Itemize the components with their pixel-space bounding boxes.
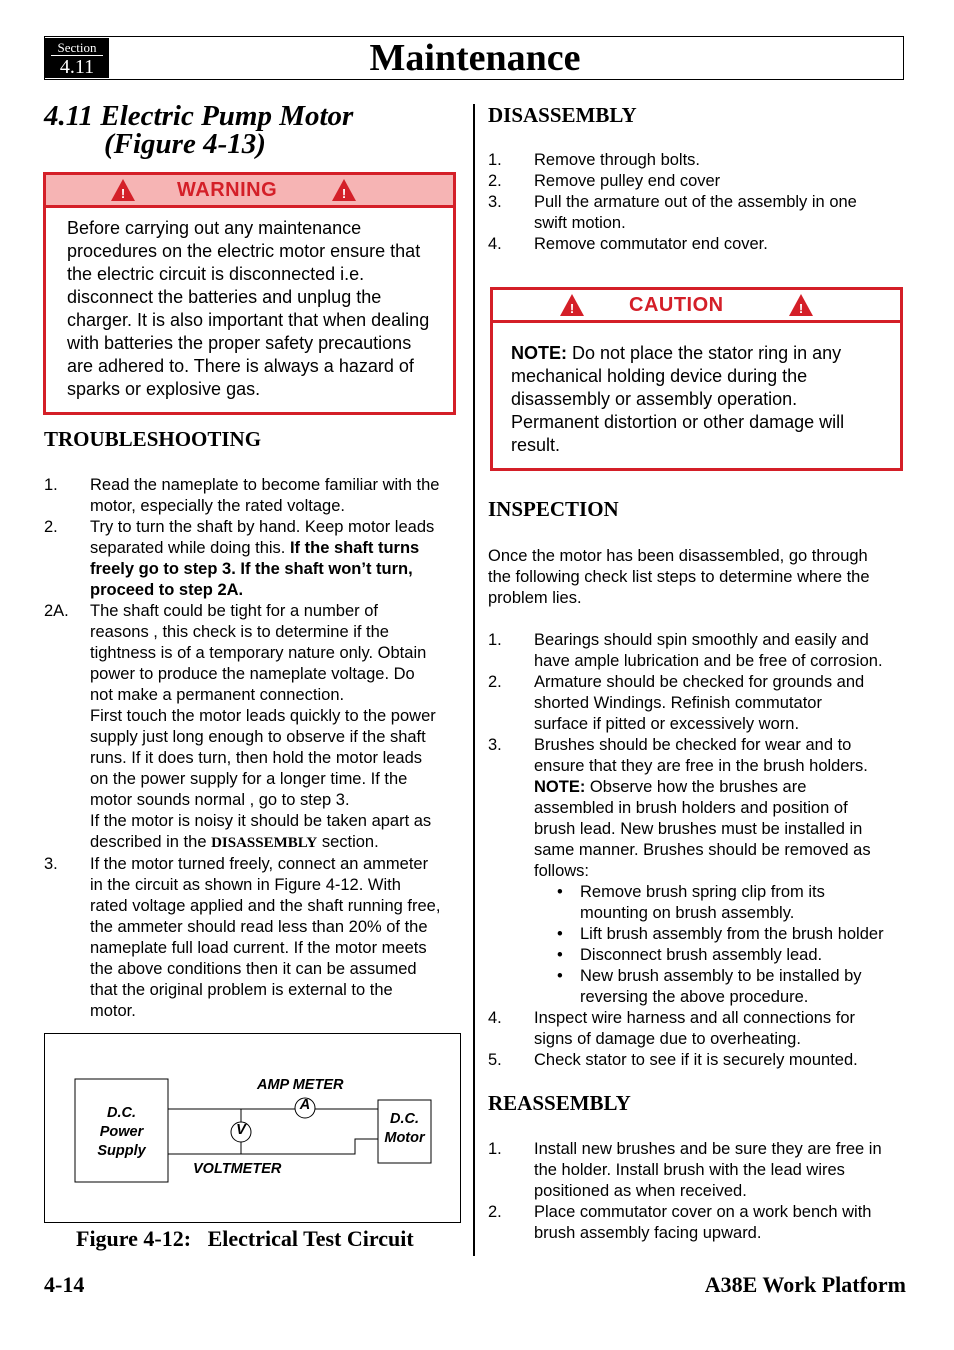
product-name: A38E Work Platform (704, 1272, 906, 1297)
list-item (488, 630, 908, 672)
item-line: Place commutator cover on a work bench with (534, 1203, 872, 1221)
warning-line: are adhered to. There is always a hazard of (67, 356, 414, 376)
list-item (488, 672, 908, 735)
item-number: 4. (488, 1009, 502, 1027)
item-number: 3. (488, 736, 502, 754)
troubleshooting-list (44, 475, 464, 1022)
bullet-icon: • (557, 946, 563, 964)
section-heading-line1: 4.11 Electric Pump Motor (44, 100, 354, 132)
power-supply-line: D.C. (107, 1105, 136, 1121)
item-line: swift motion. (534, 214, 626, 232)
item-text: Observe how the brushes are (585, 778, 807, 796)
voltmeter-symbol: V (236, 1122, 246, 1138)
item-number: 5. (488, 1051, 502, 1069)
intro-line: Once the motor has been disassembled, go through (488, 547, 868, 565)
item-line: follows: (534, 862, 590, 880)
item-bold-text: If the shaft turns (289, 539, 420, 557)
amp-meter-symbol: A (299, 1097, 311, 1113)
caution-line (511, 342, 844, 365)
bullet-item (534, 924, 908, 945)
page-title: Maintenance (369, 37, 581, 79)
item-number: 1. (488, 1140, 502, 1158)
reassembly-heading: REASSEMBLY (488, 1091, 631, 1115)
section-heading-line2: (Figure 4-13) (104, 128, 266, 160)
item-line: Try to turn the shaft by hand. Keep motor leads (90, 518, 435, 536)
column-divider (473, 104, 475, 1256)
bullet-icon: • (557, 967, 563, 985)
item-line: Remove through bolts. (534, 151, 701, 169)
item-line: runs. If it does turn, then hold the motor leads (90, 749, 423, 767)
warning-line: charger. It is also important that when dealing (67, 310, 430, 330)
list-item (44, 854, 464, 1022)
intro-line: problem lies. (488, 589, 582, 607)
item-line: If the motor turned freely, connect an ammeter (90, 855, 429, 873)
item-text: described in the (90, 833, 212, 851)
voltmeter-label: VOLTMETER (193, 1161, 282, 1177)
warning-triangle-icon (559, 293, 585, 317)
item-line: motor sounds normal , go to step 3. (90, 791, 350, 809)
item-line: Armature should be checked for grounds and (534, 673, 865, 691)
warning-line: with batteries the proper safety precautions (67, 333, 412, 353)
bullet-item (534, 945, 908, 966)
motor-line: D.C. (390, 1111, 419, 1127)
list-item (44, 601, 464, 854)
item-line: brush lead. New brushes must be installed in (534, 820, 863, 838)
warning-line: procedures on the electric motor ensure that (67, 241, 421, 261)
inspection-heading: INSPECTION (488, 497, 619, 521)
item-line: have ample lubrication and be free of corrosion. (534, 652, 883, 670)
bullet-line: Lift brush assembly from the brush holder (580, 925, 884, 943)
item-line: the above conditions then it can be assumed (90, 960, 417, 978)
page-number: 4-14 (44, 1272, 85, 1297)
figure-caption: Figure 4-12: Electrical Test Circuit (76, 1226, 414, 1251)
power-supply-line: Power (99, 1124, 144, 1140)
item-number: 1. (44, 476, 58, 494)
bullet-icon: • (557, 883, 563, 901)
section-number: 4.11 (51, 55, 103, 78)
bullet-line: reversing the above procedure. (580, 988, 809, 1006)
caution-line-text: Do not place the stator ring in any (567, 343, 842, 363)
caution-line: result. (511, 435, 561, 455)
item-text: section. (317, 833, 379, 851)
svg-text:!: ! (120, 186, 126, 201)
warning-triangle-icon (331, 178, 357, 202)
caution-line: mechanical holding device during the (511, 366, 808, 386)
item-text: separated while doing this. (90, 539, 290, 557)
item-number: 2A. (44, 602, 69, 620)
item-line: Remove pulley end cover (534, 172, 721, 190)
item-line: in the circuit as shown in Figure 4-12. With (90, 876, 401, 894)
item-line: the ammeter should read less than 20% of the (90, 918, 428, 936)
caution-box (490, 287, 903, 471)
list-item (488, 1008, 908, 1050)
item-line: The shaft could be tight for a number of (90, 602, 379, 620)
item-line: same manner. Brushes should be removed as (534, 841, 871, 859)
item-line: Read the nameplate to become familiar with the (90, 476, 440, 494)
section-reference: DISASSEMBLY (211, 835, 318, 851)
item-line: Pull the armature out of the assembly in one (534, 193, 857, 211)
item-line: First touch the motor leads quickly to the power (90, 707, 436, 725)
item-number: 2. (44, 518, 58, 536)
item-line: Brushes should be checked for wear and to (534, 736, 852, 754)
note-label: NOTE: (534, 778, 586, 796)
item-line: not make a permanent connection. (90, 686, 345, 704)
warning-label: WARNING (177, 179, 278, 201)
troubleshooting-heading: TROUBLESHOOTING (44, 427, 262, 451)
item-line: Remove commutator end cover. (534, 235, 768, 253)
list-item (488, 234, 908, 255)
item-line (90, 538, 464, 559)
bullet-icon: • (557, 925, 563, 943)
caution-text (511, 342, 844, 457)
list-item (488, 171, 908, 192)
item-line: If the motor is noisy it should be taken apart as (90, 812, 432, 830)
item-line: ensure that they are free in the brush holders. (534, 757, 868, 775)
motor-line: Motor (384, 1130, 425, 1146)
list-item (44, 475, 464, 517)
item-number: 2. (488, 1203, 502, 1221)
item-line: the holder. Install brush with the lead wires (534, 1161, 845, 1179)
item-number: 2. (488, 172, 502, 190)
item-number: 3. (488, 193, 502, 211)
item-line: signs of damage due to overheating. (534, 1030, 801, 1048)
list-item (488, 1139, 908, 1202)
item-line: rated voltage applied and the shaft running free, (90, 897, 441, 915)
item-number: 1. (488, 151, 502, 169)
caution-label: CAUTION (629, 294, 724, 316)
list-item (488, 150, 908, 171)
disassembly-heading: DISASSEMBLY (488, 103, 637, 127)
item-number: 4. (488, 235, 502, 253)
list-item (488, 1202, 908, 1244)
inspection-intro (488, 546, 908, 609)
circuit-diagram (44, 1033, 461, 1223)
caution-line: disassembly or assembly operation. (511, 389, 798, 409)
item-bold-line: freely go to step 3. If the shaft won’t turn, (90, 560, 413, 578)
section-badge (45, 38, 109, 78)
item-line: reasons , this check is to determine if the (90, 623, 389, 641)
item-line: on the power supply for a longer time. If the (90, 770, 408, 788)
warning-line: the electric circuit is disconnected i.e. (67, 264, 365, 284)
list-item (488, 735, 908, 1008)
reassembly-list (488, 1139, 908, 1244)
item-number: 2. (488, 673, 502, 691)
motor-label (378, 1110, 431, 1148)
item-line: assembled in brush holders and position of (534, 799, 848, 817)
item-line: motor, especially the rated voltage. (90, 497, 345, 515)
section-word: Section (57, 40, 97, 55)
bullet-item (534, 966, 908, 1008)
warning-triangle-icon (110, 178, 136, 202)
list-item (488, 1050, 908, 1071)
item-line (90, 832, 464, 854)
amp-meter-label: AMP METER (257, 1077, 344, 1093)
caution-line: Permanent distortion or other damage will (511, 412, 845, 432)
item-bold-line: proceed to step 2A. (90, 581, 244, 599)
disassembly-list (488, 150, 908, 255)
power-supply-label (75, 1104, 168, 1161)
warning-line: sparks or explosive gas. (67, 379, 261, 399)
svg-text:!: ! (341, 186, 347, 201)
warning-line: disconnect the batteries and unplug the (67, 287, 382, 307)
item-line: Check stator to see if it is securely mounted. (534, 1051, 858, 1069)
item-number: 3. (44, 855, 58, 873)
item-line: tightness is of a temporary nature only. Obtain (90, 644, 427, 662)
caution-bar (493, 290, 900, 323)
warning-triangle-icon (788, 293, 814, 317)
svg-text:!: ! (798, 301, 804, 316)
item-line: Install new brushes and be sure they are free in (534, 1140, 882, 1158)
item-number: 1. (488, 631, 502, 649)
bullet-line: Remove brush spring clip from its (580, 883, 825, 901)
item-line: positioned as when received. (534, 1182, 747, 1200)
intro-line: the following check list steps to determine where the (488, 568, 870, 586)
item-line: supply just long enough to observe if the shaft (90, 728, 426, 746)
item-line: brush assembly facing upward. (534, 1224, 762, 1242)
warning-line: Before carrying out any maintenance (67, 218, 362, 238)
warning-bar (46, 175, 453, 208)
list-item (488, 192, 908, 234)
item-line: power to produce the nameplate voltage. Do (90, 665, 415, 683)
inspection-list (488, 630, 908, 1071)
power-supply-line: Supply (97, 1143, 146, 1159)
bullet-line: Disconnect brush assembly lead. (580, 946, 823, 964)
item-line: Bearings should spin smoothly and easily and (534, 631, 869, 649)
item-line: Inspect wire harness and all connections for (534, 1009, 856, 1027)
note-label: NOTE: (511, 343, 567, 363)
bullet-item (534, 882, 908, 924)
item-line: motor. (90, 1002, 136, 1020)
bullet-line: New brush assembly to be installed by (580, 967, 862, 985)
item-line: surface if pitted or excessively worn. (534, 715, 800, 733)
item-line: nameplate full load current. If the motor meets (90, 939, 427, 957)
bullet-line: mounting on brush assembly. (580, 904, 795, 922)
svg-text:!: ! (569, 301, 575, 316)
list-item (44, 517, 464, 601)
warning-box (43, 172, 456, 415)
item-line (534, 777, 908, 798)
item-line: that the original problem is external to the (90, 981, 393, 999)
section-heading (44, 102, 353, 158)
item-line: shorted Windings. Refinish commutator (534, 694, 822, 712)
warning-text (67, 217, 429, 401)
